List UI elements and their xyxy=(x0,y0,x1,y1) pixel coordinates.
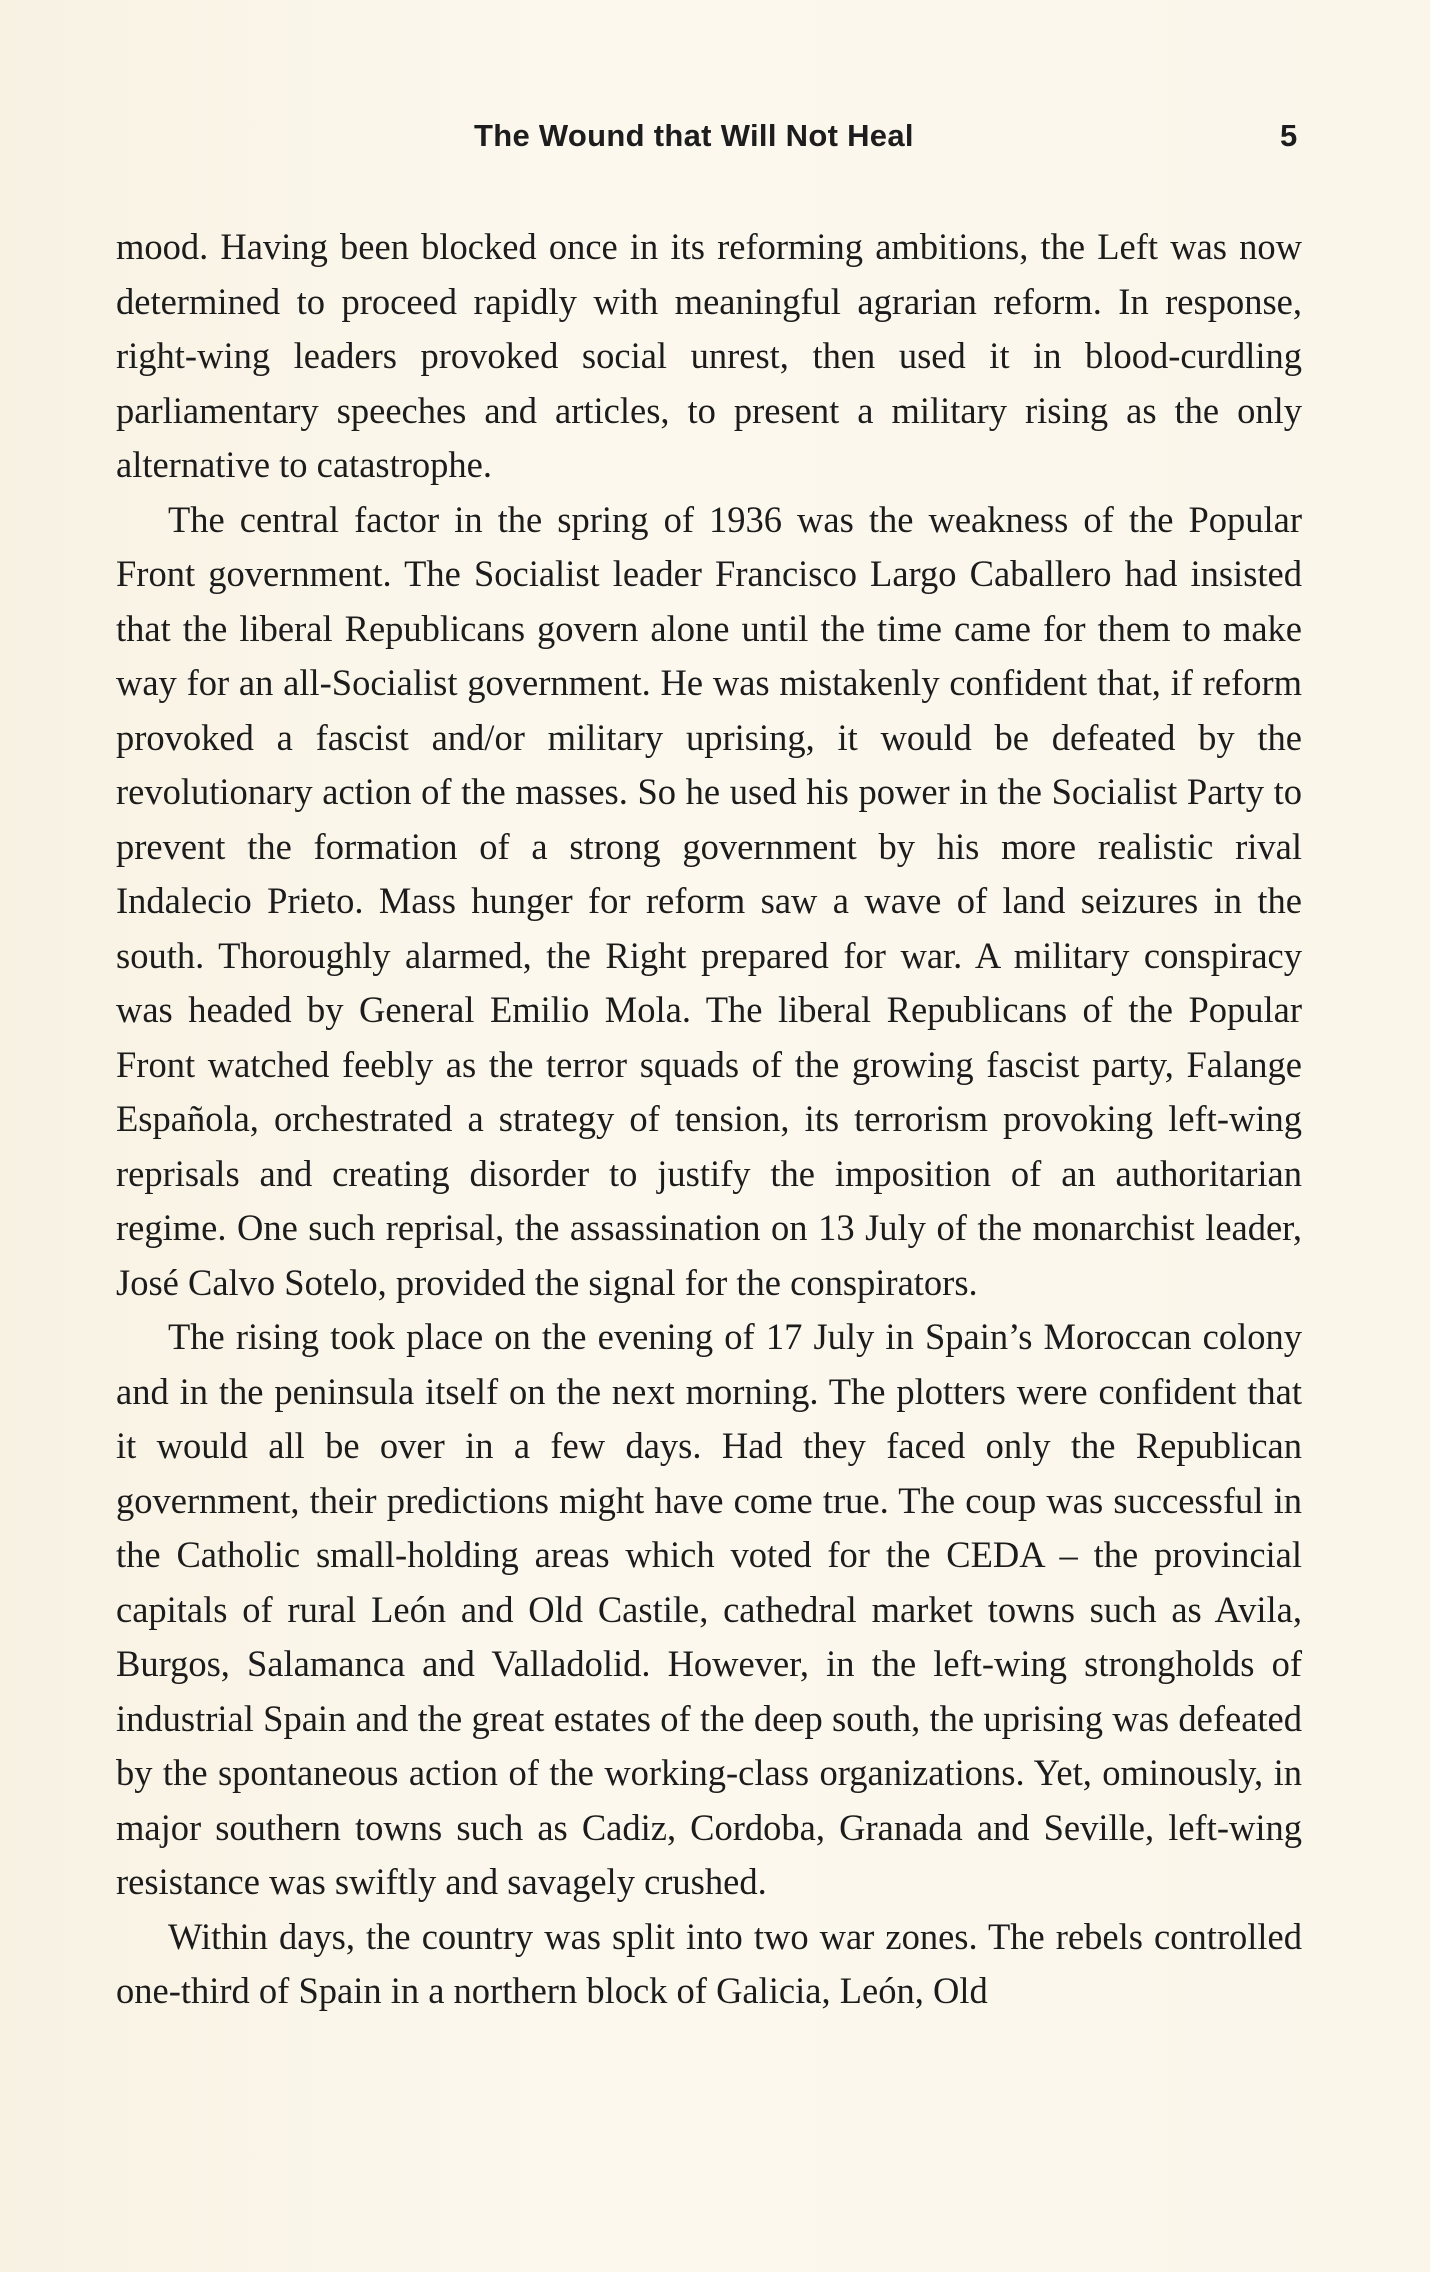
body-text xyxy=(116,220,1302,2019)
page-number: 5 xyxy=(1280,118,1298,153)
paragraph-4: Within days, the country was split into two war zones. The rebels controlled one-third of Spain in a northern block of Galicia, León, Old xyxy=(116,1915,1302,2011)
paragraph-2: The central factor in the spring of 1936 was the weakness of the Popular Front government. The Socialist leader Francisco Largo Caballero had insisted that the liberal Republicans govern alone until the time came for them to make way for an all-Socialist government. He was mistakenly confident that, if reform provoked a fascist and/or military uprising, it would be defeated by the revolutionary action of the masses. So he used his power in the Socialist Party to prevent the formation of a strong government by his more realistic rival Indalecio Prieto. Mass hunger for reform saw a wave of land seizures in the south. Thoroughly alarmed, the Right prepared for war. A military conspiracy was headed by General Emilio Mola. The liberal Republicans of the Popular Front watched feebly as the terror squads of the growing fascist party, Falange Española, orchestrated a strategy of tension, its terrorism provoking left-wing reprisals and creating disorder to justify the imposition of an authoritarian regime. One such reprisal, the assassination on 13 July of the monarchist leader, José Calvo Sotelo, provided the signal for the conspirators. xyxy=(116,498,1302,1303)
running-head-title: The Wound that Will Not Heal xyxy=(474,118,914,153)
paragraph-1: mood. Having been blocked once in its reforming ambitions, the Left was now determined to proceed rapidly with meaningful agrarian reform. In response, right-wing leaders provoked social unrest, then used it in blood-curdling parliamentary speeches and articles, to present a military rising as the only alternative to catastrophe. xyxy=(116,226,1302,485)
paragraph-3: The rising took place on the evening of 17 July in Spain’s Moroccan colony and in the peninsula itself on the next morning. The plotters were confident that it would all be over in a few days. Had they faced only the Republican government, their predictions might have come true. The coup was successful in the Catholic small-holding areas which voted for the CEDA – the provincial capitals of rural León and Old Castile, cathedral market towns such as Avila, Burgos, Salamanca and Valladolid. However, in the left-wing strongholds of industrial Spain and the great estates of the deep south, the uprising was defeated by the spontaneous action of the working-class organizations. Yet, ominously, in major southern towns such as Cadiz, Cordoba, Granada and Seville, left-wing resistance was swiftly and savagely crushed. xyxy=(116,1316,1302,1902)
